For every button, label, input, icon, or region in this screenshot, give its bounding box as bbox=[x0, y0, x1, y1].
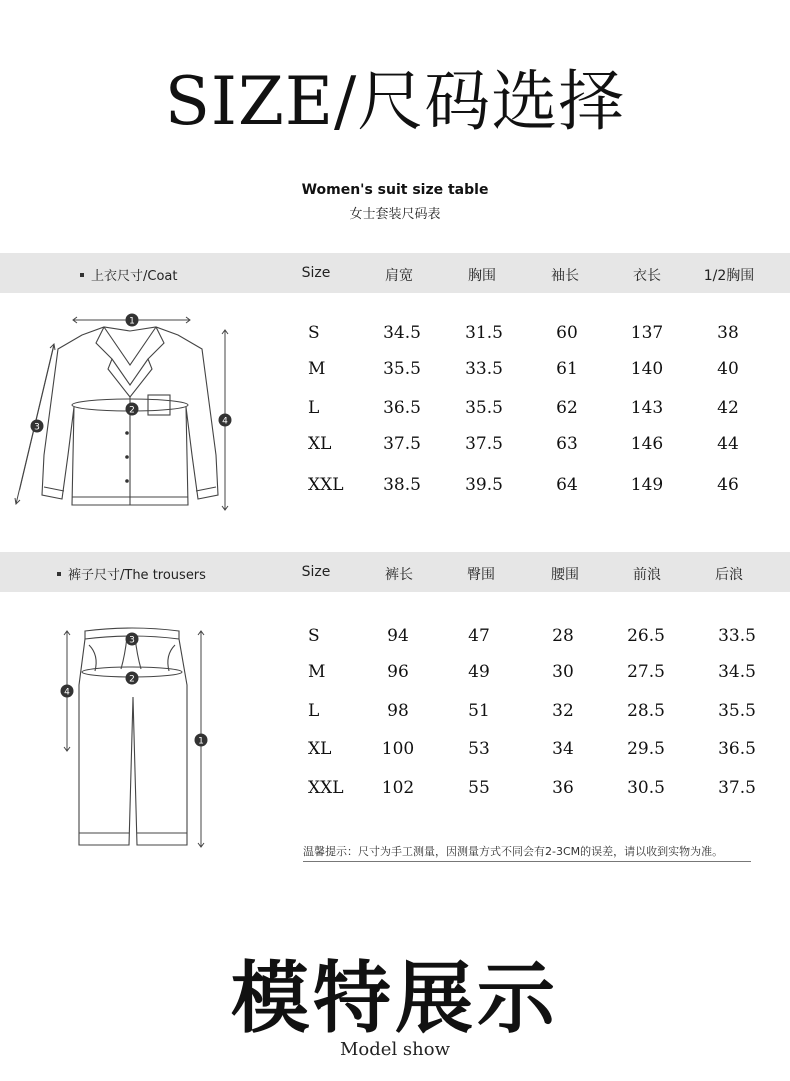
coat-cell: 64 bbox=[556, 475, 578, 495]
trousers-cell: 96 bbox=[387, 662, 409, 682]
trousers-cell: 34 bbox=[552, 739, 574, 759]
coat-section-label bbox=[80, 265, 177, 284]
svg-text:4: 4 bbox=[64, 687, 70, 698]
coat-col-shoulder: 肩宽 bbox=[385, 268, 413, 284]
coat-col-sleeve: 袖长 bbox=[551, 268, 579, 284]
trousers-col-front-rise: 前浪 bbox=[633, 567, 661, 583]
trousers-cell: 98 bbox=[387, 701, 409, 721]
trousers-cell: 100 bbox=[381, 739, 415, 759]
trousers-cell: 35.5 bbox=[718, 701, 756, 721]
coat-cell: 146 bbox=[630, 434, 664, 454]
coat-cell: 31.5 bbox=[465, 323, 503, 343]
trousers-cell: 28.5 bbox=[627, 701, 665, 721]
bullet-icon bbox=[80, 273, 84, 277]
trousers-cell: 28 bbox=[552, 626, 574, 646]
coat-cell: XL bbox=[308, 434, 332, 454]
coat-marker-3 bbox=[30, 419, 44, 433]
trousers-cell: 26.5 bbox=[627, 626, 665, 646]
trousers-marker-2 bbox=[125, 671, 139, 685]
coat-cell: L bbox=[308, 398, 320, 418]
coat-cell: 143 bbox=[630, 398, 664, 418]
trousers-col-hip: 臀围 bbox=[467, 567, 495, 583]
coat-cell: 44 bbox=[717, 434, 739, 454]
coat-cell: 34.5 bbox=[383, 323, 421, 343]
trousers-cell: XXL bbox=[308, 778, 344, 798]
coat-cell: 42 bbox=[717, 398, 739, 418]
svg-text:3: 3 bbox=[129, 635, 135, 646]
svg-text:2: 2 bbox=[129, 405, 135, 416]
coat-cell: 40 bbox=[717, 359, 739, 379]
trousers-cell: XL bbox=[308, 739, 332, 759]
trousers-col-waist: 腰围 bbox=[551, 567, 579, 583]
trousers-col-length: 裤长 bbox=[385, 567, 413, 583]
trousers-col-back-rise: 后浪 bbox=[715, 567, 743, 583]
coat-cell: 46 bbox=[717, 475, 739, 495]
trousers-cell: 30 bbox=[552, 662, 574, 682]
trousers-marker-4 bbox=[60, 684, 74, 698]
trousers-cell: 36 bbox=[552, 778, 574, 798]
svg-text:3: 3 bbox=[34, 422, 40, 433]
trousers-cell: 94 bbox=[387, 626, 409, 646]
trousers-cell: 47 bbox=[468, 626, 490, 646]
coat-cell: 33.5 bbox=[465, 359, 503, 379]
trousers-cell: 30.5 bbox=[627, 778, 665, 798]
coat-cell: XXL bbox=[308, 475, 344, 495]
page-title: SIZE/尺码选择 bbox=[164, 63, 626, 140]
coat-cell: 35.5 bbox=[383, 359, 421, 379]
coat-header-band bbox=[0, 253, 790, 293]
coat-cell: 37.5 bbox=[383, 434, 421, 454]
coat-col-half-chest: 1/2胸围 bbox=[703, 268, 755, 284]
trousers-header-band bbox=[0, 552, 790, 592]
coat-marker-1 bbox=[125, 313, 139, 327]
trousers-cell: 37.5 bbox=[718, 778, 756, 798]
trousers-marker-1 bbox=[194, 733, 208, 747]
coat-cell: S bbox=[308, 323, 320, 343]
svg-text:1: 1 bbox=[129, 316, 135, 327]
svg-text:4: 4 bbox=[222, 416, 228, 427]
coat-cell: 62 bbox=[556, 398, 578, 418]
coat-cell: 36.5 bbox=[383, 398, 421, 418]
model-show-title: 模特展示 bbox=[230, 953, 559, 1044]
coat-cell: 137 bbox=[630, 323, 664, 343]
coat-cell: M bbox=[308, 359, 326, 379]
coat-col-length: 衣长 bbox=[633, 268, 661, 284]
measurement-note: 温馨提示：尺寸为手工测量，因测量方式不同会有2-3CM的误差，请以收到实物为准。 bbox=[303, 843, 751, 862]
trousers-marker-3 bbox=[125, 632, 139, 646]
trousers-cell: 27.5 bbox=[627, 662, 665, 682]
trousers-col-size: Size bbox=[301, 564, 331, 580]
coat-cell: 38.5 bbox=[383, 475, 421, 495]
model-show-subtitle: Model show bbox=[340, 1039, 450, 1060]
coat-cell: 37.5 bbox=[465, 434, 503, 454]
trousers-cell: 32 bbox=[552, 701, 574, 721]
coat-cell: 60 bbox=[556, 323, 578, 343]
trousers-cell: 36.5 bbox=[718, 739, 756, 759]
coat-cell: 63 bbox=[556, 434, 578, 454]
size-table-title-cn: 女士套装尺码表 bbox=[349, 207, 441, 222]
coat-cell: 149 bbox=[630, 475, 664, 495]
trousers-label-text: 裤子尺寸/The trousers bbox=[68, 568, 206, 583]
trousers-cell: 49 bbox=[468, 662, 490, 682]
trousers-section-label bbox=[57, 564, 206, 583]
coat-cell: 61 bbox=[556, 359, 578, 379]
trousers-cell: L bbox=[308, 701, 320, 721]
trousers-cell: 55 bbox=[468, 778, 490, 798]
svg-text:1: 1 bbox=[198, 736, 204, 747]
trousers-cell: M bbox=[308, 662, 326, 682]
coat-cell: 39.5 bbox=[465, 475, 503, 495]
trousers-cell: 102 bbox=[381, 778, 415, 798]
bullet-icon bbox=[57, 572, 61, 576]
trousers-cell: 29.5 bbox=[627, 739, 665, 759]
coat-label-text: 上衣尺寸/Coat bbox=[91, 269, 178, 284]
coat-cell: 35.5 bbox=[465, 398, 503, 418]
coat-cell: 140 bbox=[630, 359, 664, 379]
coat-marker-4 bbox=[218, 413, 232, 427]
size-table-title-en: Women's suit size table bbox=[301, 182, 489, 198]
trousers-cell: 51 bbox=[468, 701, 490, 721]
coat-marker-2 bbox=[125, 402, 139, 416]
coat-col-size: Size bbox=[301, 265, 331, 281]
trousers-cell: S bbox=[308, 626, 320, 646]
trousers-diagram bbox=[55, 625, 215, 855]
trousers-cell: 33.5 bbox=[718, 626, 756, 646]
coat-col-chest: 胸围 bbox=[468, 268, 496, 284]
trousers-cell: 53 bbox=[468, 739, 490, 759]
svg-text:2: 2 bbox=[129, 674, 135, 685]
coat-cell: 38 bbox=[717, 323, 739, 343]
trousers-cell: 34.5 bbox=[718, 662, 756, 682]
